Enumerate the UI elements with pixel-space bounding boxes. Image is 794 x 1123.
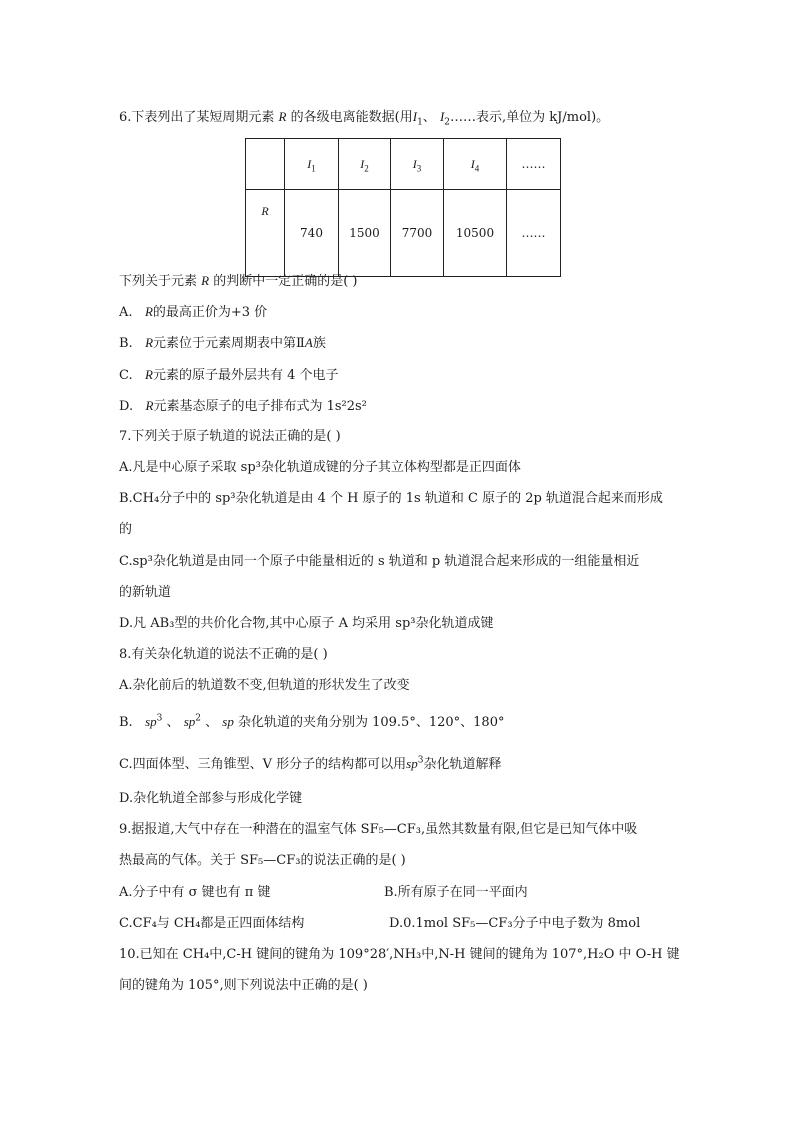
table-corner-cell [246, 139, 285, 190]
q7-option-c-line2: 的新轨道 [119, 585, 172, 600]
q9-stem-line2: 热最高的气体。关于 SF₅—CF₃的说法正确的是( ) [119, 853, 406, 868]
header-i3: $I_3$ [391, 139, 444, 190]
q7-stem: 7.下列关于原子轨道的说法正确的是( ) [119, 429, 341, 444]
q7-option-c-line1: C.sp³杂化轨道是由同一个原子中能量相近的 s 轨道和 p 轨道混合起来形成的一组能量相近 [119, 554, 640, 569]
row-label-r: R [246, 190, 285, 277]
q7-option-a: A.凡是中心原子采取 sp³杂化轨道成键的分子其立体构型都是正四面体 [119, 460, 521, 475]
ionization-energy-table [245, 138, 561, 277]
q6-question: 下列关于元素 R 的判断中一定正确的是( ) [119, 273, 358, 289]
table-cell: 7700 [391, 190, 444, 277]
table-cell: 740 [285, 190, 339, 277]
q6-option-d: D. R元素基态原子的电子排布式为 1s²2s² [119, 398, 367, 414]
q6-option-c: C. R元素的原子最外层共有 4 个电子 [119, 367, 339, 383]
q8-option-d: D.杂化轨道全部参与形成化学键 [119, 791, 303, 806]
q9-option-c: C.CF₄与 CH₄都是正四面体结构 [119, 916, 305, 931]
q7-option-b-line2: 的 [119, 522, 133, 537]
q7-option-b-line1: B.CH₄分子中的 sp³杂化轨道是由 4 个 H 原子的 1s 轨道和 C 原子的 2p 轨道混合起来而形成 [119, 491, 663, 506]
table-header-row [246, 139, 561, 190]
q6-option-b: B. R元素位于元素周期表中第ⅡA族 [119, 335, 326, 351]
q9-option-b: B.所有原子在同一平面内 [384, 885, 528, 900]
q6-stem: 6.下表列出了某短周期元素 R 的各级电离能数据(用$I_1$、 $I_2\dots\dots$表示,单位为 kJ/mol)。 [119, 109, 610, 128]
table-cell: 10500 [444, 190, 507, 277]
table-cell: 1500 [339, 190, 391, 277]
header-i1: $I_1$ [285, 139, 339, 190]
q10-stem-line2: 间的键角为 105°,则下列说法中正确的是( ) [119, 978, 368, 993]
q8-option-a: A.杂化前后的轨道数不变,但轨道的形状发生了改变 [119, 678, 410, 693]
q9-option-d: D.0.1mol SF₅—CF₃分子中电子数为 8mol [389, 916, 641, 931]
q9-stem-line1: 9.据报道,大气中存在一种潜在的温室气体 SF₅—CF₃,虽然其数量有限,但它是已知气体中吸 [119, 822, 638, 837]
q6-option-a: A. R的最高正价为+3 价 [119, 304, 268, 320]
table-cell: …… [507, 190, 561, 277]
q8-option-c: C.四面体型、三角锥型、V 形分子的结构都可以用$sp^3$杂化轨道解释 [119, 755, 502, 772]
header-i4: $I_4$ [444, 139, 507, 190]
q7-option-d: D.凡 AB₃型的共价化合物,其中心原子 A 均采用 sp³杂化轨道成键 [119, 616, 494, 631]
q10-stem-line1: 10.已知在 CH₄中,C-H 键间的键角为 109°28′,NH₃中,N-H 键间的键角为 107°,H₂O 中 O-H 键 [119, 947, 680, 962]
q9-option-a: A.分子中有 σ 键也有 π 键 [119, 885, 271, 900]
header-ellipsis: …… [507, 139, 561, 190]
q8-stem: 8.有关杂化轨道的说法不正确的是( ) [119, 647, 328, 662]
table-row [246, 190, 561, 277]
header-i2: $I_2$ [339, 139, 391, 190]
q8-option-b: B. $sp^3$ 、 $sp^2$ 、 sp 杂化轨道的夹角分别为 109.5°、120°、180° [119, 713, 505, 730]
